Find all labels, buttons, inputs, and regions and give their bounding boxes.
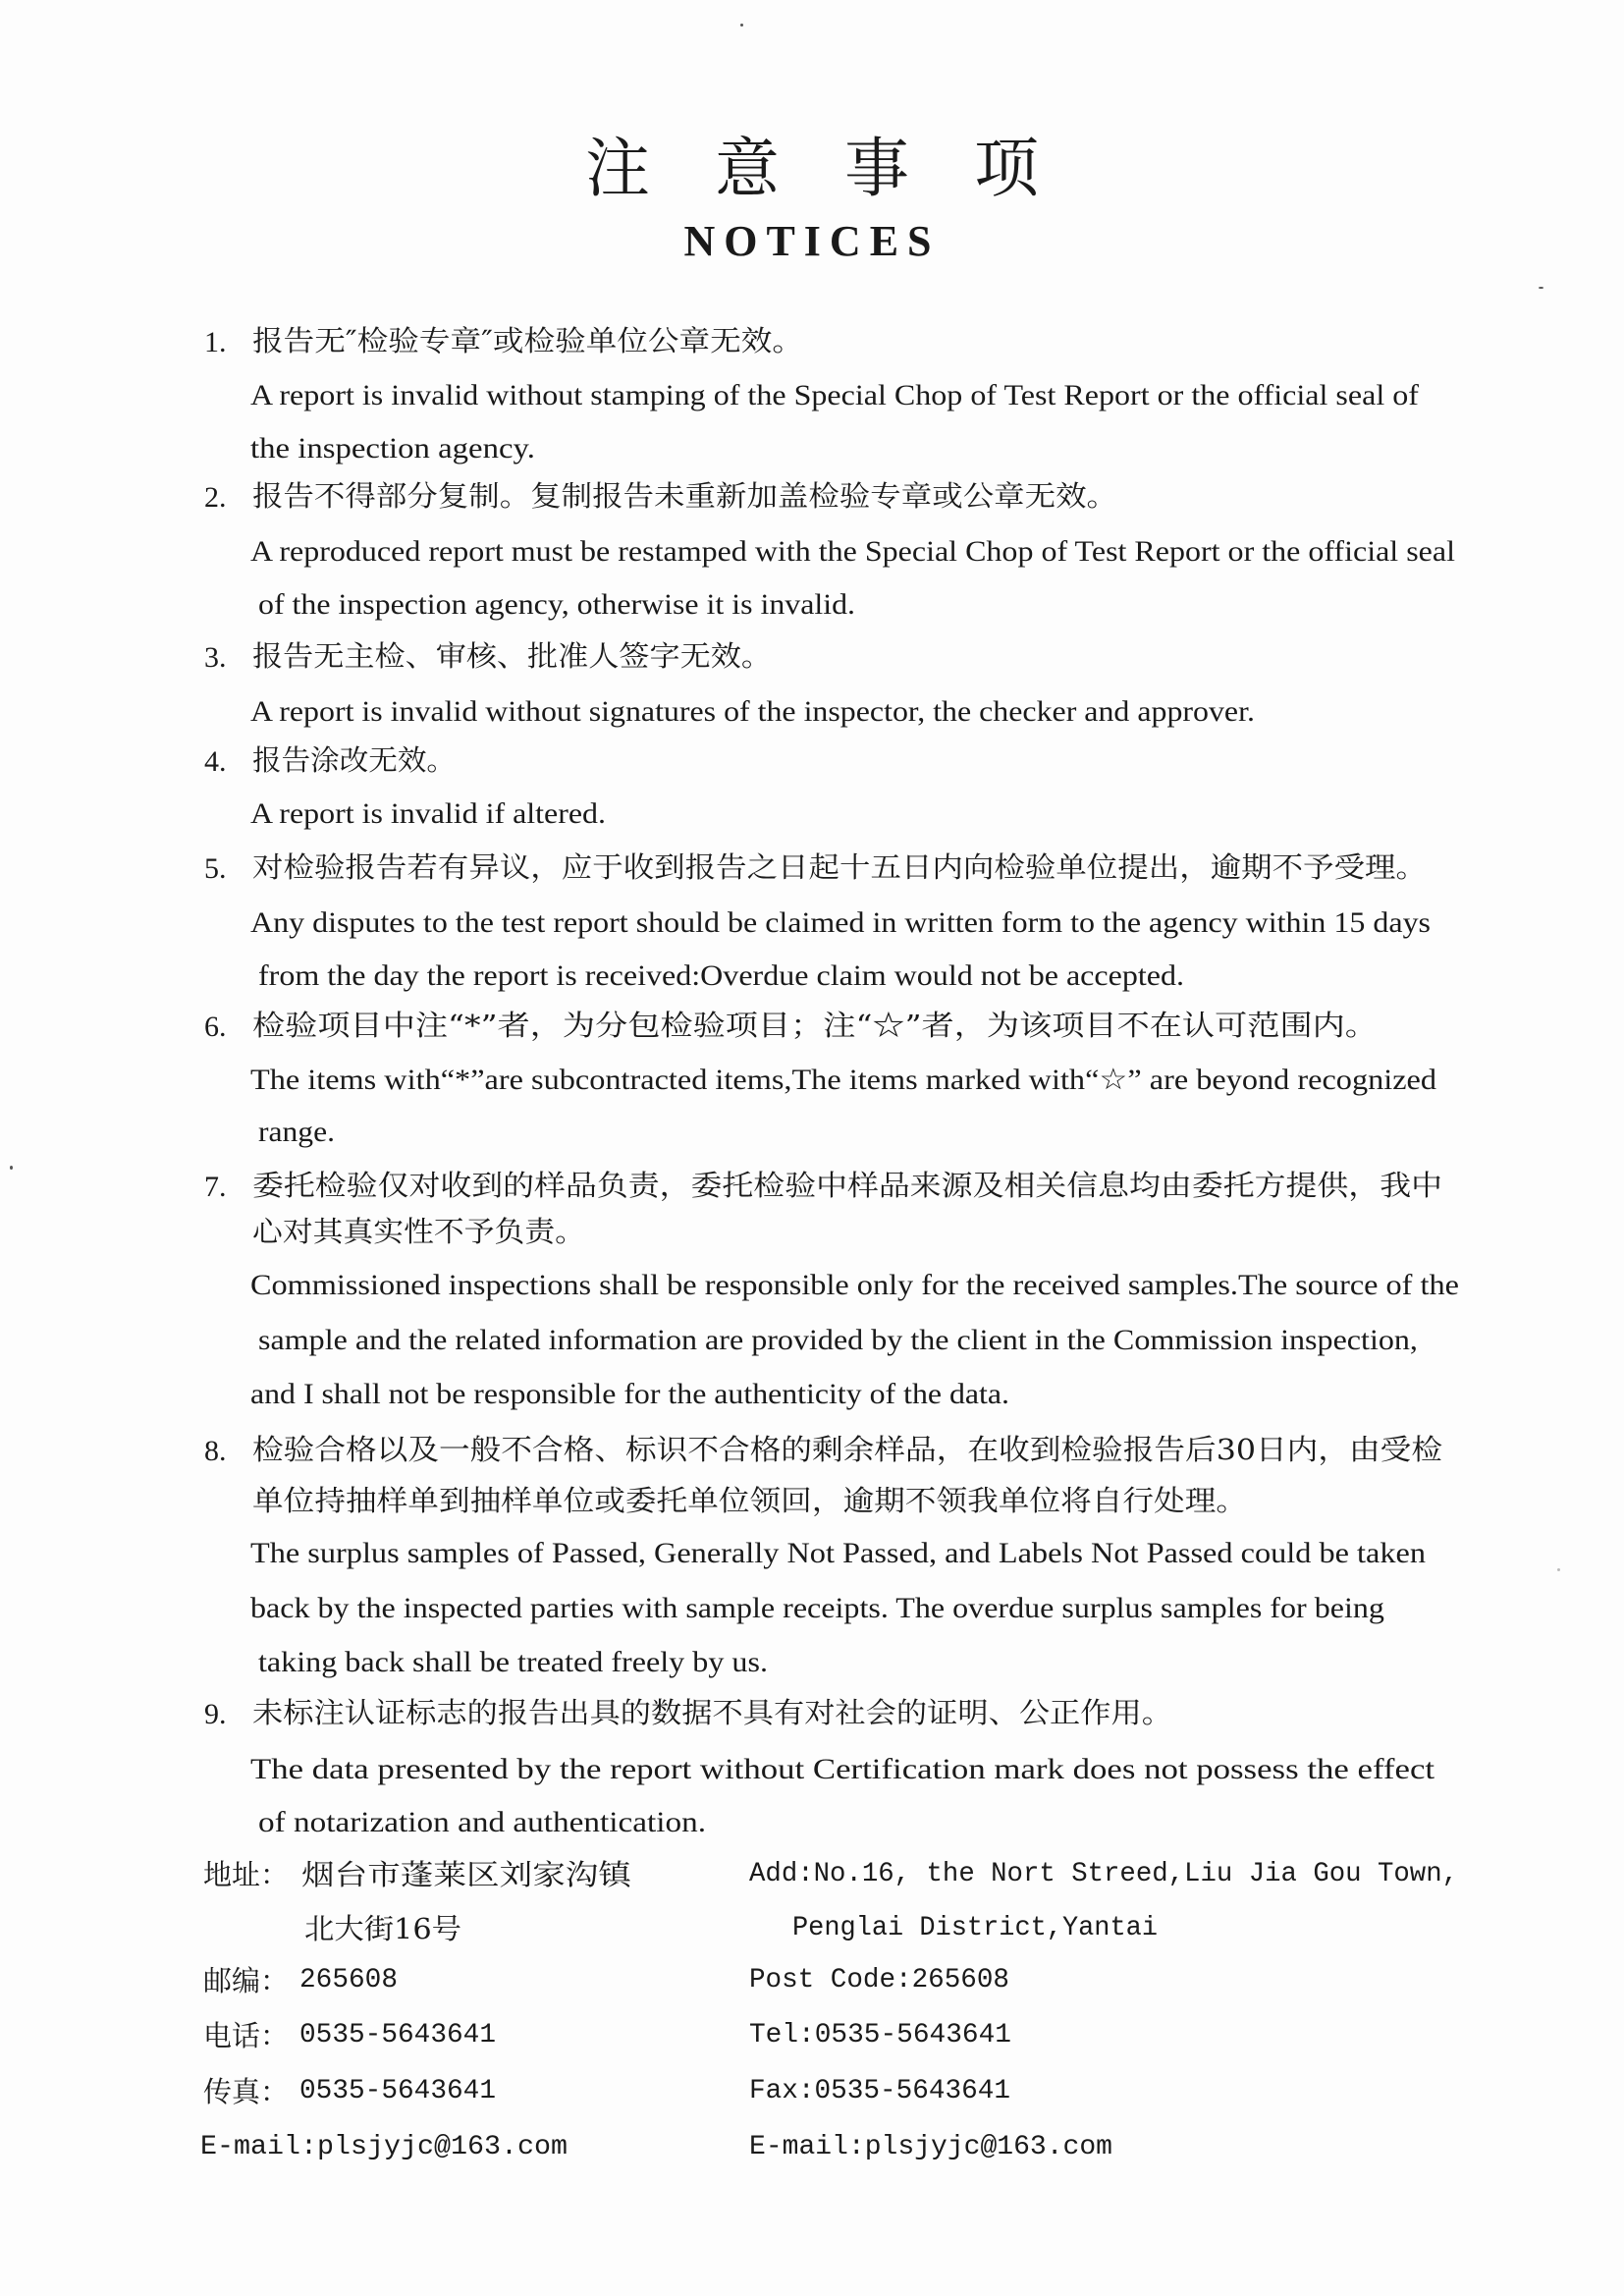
item-en-line: range. bbox=[258, 1116, 336, 1148]
item-en-line: The items with“*”are subcontracted items,The items marked with“☆” are beyond recognized bbox=[250, 1064, 1437, 1096]
postcode-zh: 265608 bbox=[299, 1965, 399, 1995]
fax-label-zh: 传真： bbox=[203, 2075, 290, 2108]
address-zh-line1: 烟台市蓬莱区刘家沟镇 bbox=[301, 1858, 632, 1891]
item-number: 3. bbox=[204, 641, 227, 674]
item-number: 4. bbox=[204, 745, 227, 778]
item-number: 8. bbox=[204, 1435, 227, 1467]
item-zh-line: 报告无主检、审核、批准人签字无效。 bbox=[252, 639, 773, 673]
scan-speck bbox=[1539, 287, 1543, 289]
address-en-line1: Add:No.16, the Nort Streed,Liu Jia Gou Town, bbox=[749, 1859, 1459, 1889]
item-en-line: Commissioned inspections shall be responsible only for the received samples.The source of the bbox=[250, 1269, 1459, 1301]
item-en-line: A report is invalid without stamping of the Special Chop of Test Report or the official seal of bbox=[250, 379, 1419, 411]
item-number: 2. bbox=[204, 481, 227, 514]
item-zh-line: 委托检验仅对收到的样品负责，委托检验中样品来源及相关信息均由委托方提供，我中 bbox=[252, 1169, 1442, 1202]
item-number: 7. bbox=[204, 1171, 227, 1203]
item-zh-line: 心对其真实性不予负责。 bbox=[252, 1215, 585, 1248]
item-en-line: of notarization and authentication. bbox=[258, 1806, 707, 1838]
title-char: 项 bbox=[974, 131, 1039, 206]
item-en-line: back by the inspected parties with sample receipts. The overdue surplus samples for being bbox=[250, 1592, 1384, 1624]
title-char: 意 bbox=[715, 131, 780, 206]
item-en-line: from the day the report is received:Overdue claim would not be accepted. bbox=[258, 959, 1185, 992]
tel-label-zh: 电话： bbox=[203, 2019, 290, 2052]
item-en-line: and I shall not be responsible for the authenticity of the data. bbox=[250, 1378, 1009, 1410]
scan-speck bbox=[10, 1166, 13, 1170]
item-number: 5. bbox=[204, 852, 227, 885]
title-char: 事 bbox=[844, 131, 909, 206]
item-zh-line: 报告涂改无效。 bbox=[252, 743, 456, 777]
email-zh: E-mail:plsjyjc@163.com bbox=[200, 2132, 568, 2162]
fax-en: Fax:0535-5643641 bbox=[749, 2076, 1010, 2106]
fax-zh: 0535-5643641 bbox=[299, 2076, 497, 2106]
item-en-line: of the inspection agency, otherwise it is invalid. bbox=[258, 588, 856, 621]
address-zh-line2: 北大街16号 bbox=[304, 1912, 462, 1945]
item-zh-line: 报告不得部分复制。复制报告未重新加盖检验专章或公章无效。 bbox=[252, 479, 1118, 513]
tel-en: Tel:0535-5643641 bbox=[749, 2020, 1011, 2050]
item-en-line: The surplus samples of Passed, Generally Not Passed, and Labels Not Passed could be taken bbox=[250, 1537, 1427, 1569]
item-en-line: A report is invalid if altered. bbox=[250, 797, 607, 830]
item-en-line: sample and the related information are provided by the client in the Commission inspection, bbox=[258, 1324, 1418, 1356]
tel-zh: 0535-5643641 bbox=[299, 2020, 497, 2050]
item-zh-line: 未标注认证标志的报告出具的数据不具有对社会的证明、公正作用。 bbox=[252, 1696, 1173, 1729]
email-en: E-mail:plsjyjc@163.com bbox=[749, 2132, 1113, 2162]
item-en-line: the inspection agency. bbox=[250, 432, 535, 465]
title-char: 注 bbox=[585, 131, 650, 206]
postcode-en: Post Code:265608 bbox=[749, 1965, 1009, 1995]
item-en-line: taking back shall be treated freely by us. bbox=[258, 1646, 769, 1678]
item-zh-line: 检验项目中注“*”者，为分包检验项目；注“☆”者，为该项目不在认可范围内。 bbox=[252, 1009, 1378, 1042]
scan-speck bbox=[1557, 1568, 1560, 1571]
address-en-line2: Penglai District,Yantai bbox=[792, 1913, 1159, 1943]
item-zh-line: 检验合格以及一般不合格、标识不合格的剩余样品，在收到检验报告后30日内，由受检 bbox=[252, 1433, 1443, 1466]
item-en-line: Any disputes to the test report should be claimed in written form to the agency within 15 days bbox=[250, 906, 1432, 939]
item-number: 6. bbox=[204, 1011, 227, 1043]
address-label-zh: 地址： bbox=[203, 1858, 290, 1891]
item-en-line: A reproduced report must be restamped with the Special Chop of Test Report or the official seal bbox=[250, 535, 1455, 568]
item-en-line: The data presented by the report without Certification mark does not possess the effect bbox=[250, 1753, 1435, 1785]
postcode-label-zh: 邮编： bbox=[203, 1964, 290, 1997]
item-zh-line: 报告无″检验专章″或检验单位公章无效。 bbox=[252, 324, 803, 357]
item-number: 9. bbox=[204, 1698, 227, 1730]
item-zh-line: 对检验报告若有异议，应于收到报告之日起十五日内向检验单位提出，逾期不予受理。 bbox=[252, 850, 1428, 884]
scan-speck bbox=[740, 24, 743, 27]
item-zh-line: 单位持抽样单到抽样单位或委托单位领回，逾期不领我单位将自行处理。 bbox=[252, 1484, 1248, 1517]
item-number: 1. bbox=[204, 326, 227, 358]
page-title-zh bbox=[0, 116, 1624, 209]
item-en-line: A report is invalid without signatures of the inspector, the checker and approver. bbox=[250, 695, 1255, 728]
page-title-en: NOTICES bbox=[683, 217, 941, 265]
